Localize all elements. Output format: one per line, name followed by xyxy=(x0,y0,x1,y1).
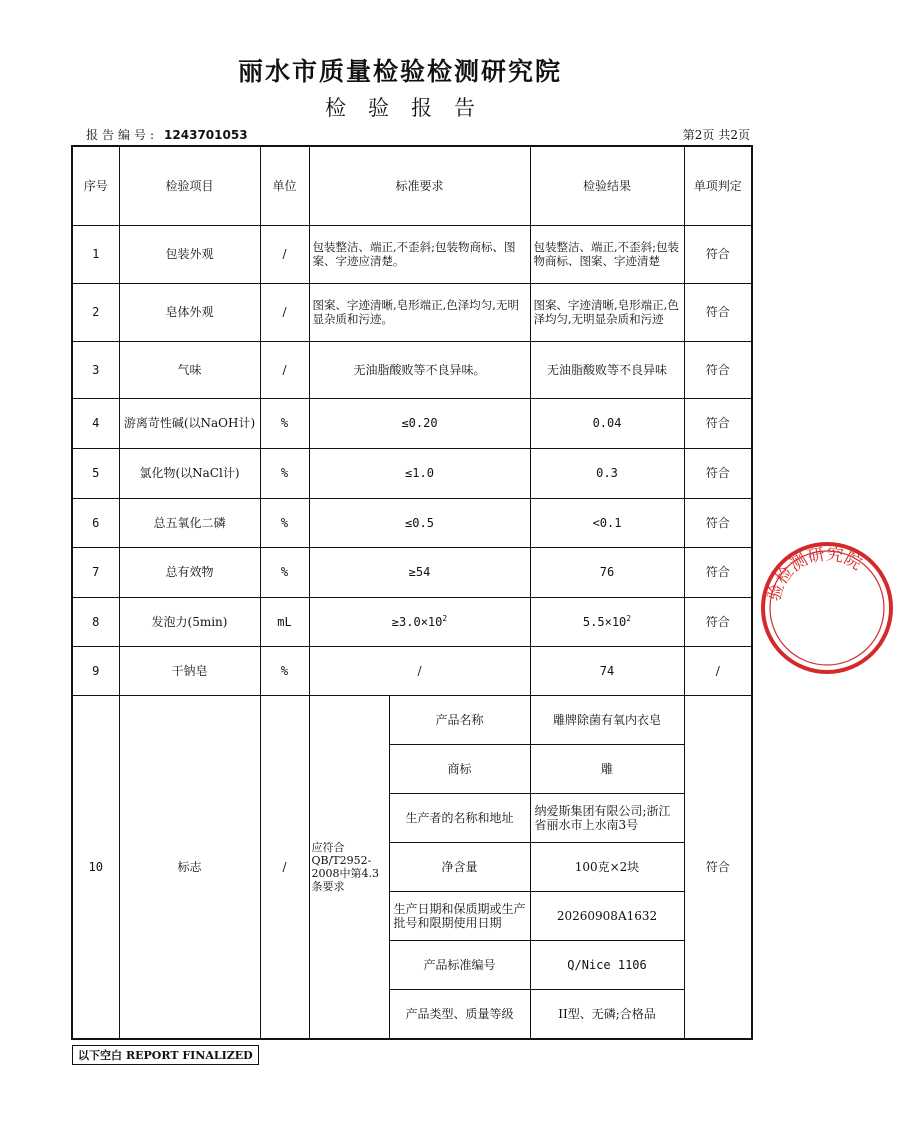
row-verdict: 符合 xyxy=(684,283,752,341)
row-unit: / xyxy=(260,225,309,283)
row-result: 74 xyxy=(530,646,684,695)
row-unit: % xyxy=(260,398,309,448)
col-header-unit: 单位 xyxy=(260,146,309,225)
blank-text-cn: 以下空白 xyxy=(78,1049,122,1062)
table-row xyxy=(72,547,752,597)
row-requirement: ≤1.0 xyxy=(309,448,530,498)
row-item: 总五氧化二磷 xyxy=(119,498,260,547)
row-unit: / xyxy=(260,695,309,1039)
blank-text-en: REPORT FINALIZED xyxy=(126,1049,253,1062)
row-result: 0.04 xyxy=(530,398,684,448)
report-number-label: 报告编号: xyxy=(86,128,159,142)
row-unit: % xyxy=(260,448,309,498)
marking-label: 生产者的名称和地址 xyxy=(389,793,530,842)
result-base: 5.5×10 xyxy=(582,614,627,629)
row-result: 图案、字迹清晰,皂形端正,色泽均匀,无明显杂质和污迹 xyxy=(530,283,684,341)
marking-label: 生产日期和保质期或生产批号和限期使用日期 xyxy=(389,891,530,940)
marking-value: 雕 xyxy=(530,744,684,793)
table-row-marking xyxy=(72,695,752,744)
row-no: 3 xyxy=(72,341,119,398)
row-verdict: 符合 xyxy=(684,225,752,283)
col-header-verdict: 单项判定 xyxy=(684,146,752,225)
row-requirement: 包装整洁、端正,不歪斜;包装物商标、图案、字迹应清楚。 xyxy=(309,225,530,283)
row-result: 包装整洁、端正,不歪斜;包装物商标、图案、字迹清楚 xyxy=(530,225,684,283)
row-no: 9 xyxy=(72,646,119,695)
row-requirement: / xyxy=(309,646,530,695)
table-row xyxy=(72,398,752,448)
col-header-item: 检验项目 xyxy=(119,146,260,225)
page-current: 第2页 xyxy=(682,128,715,142)
inspection-table xyxy=(71,145,753,1040)
col-header-requirement: 标准要求 xyxy=(309,146,530,225)
row-no: 7 xyxy=(72,547,119,597)
row-requirement xyxy=(309,597,530,646)
row-requirement: 无油脂酸败等不良异味。 xyxy=(309,341,530,398)
report-subtitle: 检验报告 xyxy=(325,96,497,120)
row-item: 皂体外观 xyxy=(119,283,260,341)
row-unit: mL xyxy=(260,597,309,646)
marking-label: 产品名称 xyxy=(389,695,530,744)
marking-label: 产品类型、质量等级 xyxy=(389,989,530,1039)
row-unit: / xyxy=(260,341,309,398)
row-item: 干钠皂 xyxy=(119,646,260,695)
marking-value: 雕牌除菌有氧内衣皂 xyxy=(530,695,684,744)
row-item: 标志 xyxy=(119,695,260,1039)
col-header-result: 检验结果 xyxy=(530,146,684,225)
row-result: 0.3 xyxy=(530,448,684,498)
table-row xyxy=(72,597,752,646)
row-item: 发泡力(5min) xyxy=(119,597,260,646)
col-header-no: 序号 xyxy=(72,146,119,225)
row-requirement: ≤0.20 xyxy=(309,398,530,448)
marking-value: Q/Nice 1106 xyxy=(530,940,684,989)
row-no: 6 xyxy=(72,498,119,547)
row-verdict: 符合 xyxy=(684,498,752,547)
row-unit: % xyxy=(260,498,309,547)
result-exponent: 2 xyxy=(626,613,632,623)
row-item: 氯化物(以NaCl计) xyxy=(119,448,260,498)
row-no: 2 xyxy=(72,283,119,341)
table-row xyxy=(72,498,752,547)
row-no: 8 xyxy=(72,597,119,646)
marking-value: II型、无磷;合格品 xyxy=(530,989,684,1039)
official-seal-stamp xyxy=(757,538,897,678)
row-item: 气味 xyxy=(119,341,260,398)
report-number: 1243701053 xyxy=(164,128,248,142)
row-verdict: 符合 xyxy=(684,597,752,646)
row-verdict: 符合 xyxy=(684,398,752,448)
requirement-exponent: 2 xyxy=(442,613,448,623)
marking-label: 产品标准编号 xyxy=(389,940,530,989)
report-end-marker xyxy=(72,1045,259,1065)
marking-label: 商标 xyxy=(389,744,530,793)
row-result: 76 xyxy=(530,547,684,597)
row-no: 10 xyxy=(72,695,119,1039)
row-verdict: 符合 xyxy=(684,695,752,1039)
row-no: 5 xyxy=(72,448,119,498)
report-number-line xyxy=(86,126,248,143)
table-row xyxy=(72,225,752,283)
row-result xyxy=(530,597,684,646)
page-indicator xyxy=(683,126,750,143)
marking-value: 100克×2块 xyxy=(530,842,684,891)
requirement-base: ≥3.0×10 xyxy=(391,614,443,629)
row-no: 1 xyxy=(72,225,119,283)
row-verdict: 符合 xyxy=(684,341,752,398)
marking-label: 净含量 xyxy=(389,842,530,891)
row-requirement: ≥54 xyxy=(309,547,530,597)
row-result: 无油脂酸败等不良异味 xyxy=(530,341,684,398)
marking-value: 纳爱斯集团有限公司;浙江省丽水市上水南3号 xyxy=(530,793,684,842)
report-title: 丽水市质量检验检测研究院 xyxy=(237,57,562,86)
row-requirement: 应符合QB/T2952-2008中第4.3条要求 xyxy=(309,695,389,1039)
row-result: <0.1 xyxy=(530,498,684,547)
row-no: 4 xyxy=(72,398,119,448)
row-unit: % xyxy=(260,547,309,597)
row-requirement: ≤0.5 xyxy=(309,498,530,547)
row-requirement: 图案、字迹清晰,皂形端正,色泽均匀,无明显杂质和污迹。 xyxy=(309,283,530,341)
table-header-row xyxy=(72,146,752,225)
marking-value: 20260908A1632 xyxy=(530,891,684,940)
table-row xyxy=(72,448,752,498)
row-verdict: 符合 xyxy=(684,448,752,498)
seal-text: 验检测研究院 xyxy=(764,544,865,604)
page-total: 共2页 xyxy=(718,128,750,142)
row-unit: % xyxy=(260,646,309,695)
row-unit: / xyxy=(260,283,309,341)
row-verdict: 符合 xyxy=(684,547,752,597)
row-item: 总有效物 xyxy=(119,547,260,597)
table-row xyxy=(72,341,752,398)
table-row xyxy=(72,283,752,341)
row-item: 包装外观 xyxy=(119,225,260,283)
row-verdict: / xyxy=(684,646,752,695)
table-row xyxy=(72,646,752,695)
row-item: 游离苛性碱(以NaOH计) xyxy=(119,398,260,448)
